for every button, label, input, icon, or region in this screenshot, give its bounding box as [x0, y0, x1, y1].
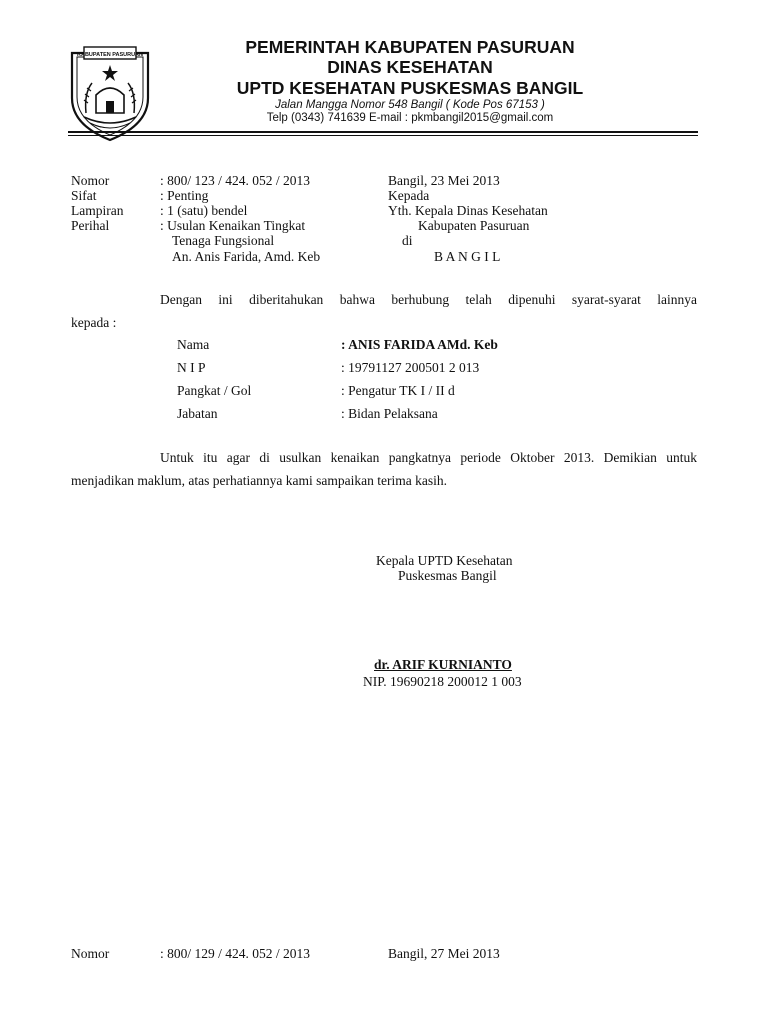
letterhead-contact: Telp (0343) 741639 E-mail : pkmbangil2015@gmail.com [266, 112, 554, 124]
perihal-label: Perihal [71, 218, 110, 233]
letterhead-address: Jalan Mangga Nomor 548 Bangil ( Kode Pos 67153 ) [275, 99, 545, 111]
signatory-nip: NIP. 19690218 200012 1 003 [363, 674, 522, 689]
detail-pangkat-label: Pangkat / Gol [177, 383, 252, 398]
letterhead-institution: UPTD KESEHATAN PUSKESMAS BANGIL [236, 78, 584, 98]
letterhead-government: PEMERINTAH KABUPATEN PASURUAN [245, 37, 575, 57]
letterhead-department: DINAS KESEHATAN [327, 57, 493, 77]
lampiran-value: : 1 (satu) bendel [160, 203, 248, 218]
body-paragraph-2: Untuk itu agar di usulkan kenaikan pangkatnya periode Oktober 2013. Demikian untuk [160, 450, 697, 465]
signature-title: Kepala UPTD Kesehatan [376, 553, 513, 568]
recipient-regency: Kabupaten Pasuruan [418, 218, 530, 233]
next-nomor-label: Nomor [71, 946, 110, 961]
detail-pangkat-value: : Pengatur TK I / II d [341, 383, 455, 398]
recipient-di: di [402, 233, 413, 248]
logo-lettering: KABUPATEN PASURUAN [77, 52, 143, 58]
recipient-title: Yth. Kepala Dinas Kesehatan [388, 203, 548, 218]
recipient-kepada: Kepada [388, 188, 430, 203]
letterhead-rule-thick [68, 131, 698, 133]
perihal-value: : Usulan Kenaikan Tingkat [160, 218, 306, 233]
detail-nama-value: : ANIS FARIDA AMd. Keb [341, 337, 498, 352]
sifat-value: : Penting [160, 188, 209, 203]
body-paragraph-2-cont: menjadikan maklum, atas perhatiannya kami sampaikan terima kasih. [71, 473, 448, 488]
nomor-value: : 800/ 123 / 424. 052 / 2013 [160, 173, 311, 188]
perihal-value-line3: An. Anis Farida, Amd. Keb [172, 249, 321, 264]
detail-nip-label: N I P [177, 360, 206, 375]
letter-date: Bangil, 23 Mei 2013 [388, 173, 500, 188]
sifat-label: Sifat [71, 188, 97, 203]
regency-emblem-logo [66, 43, 154, 143]
next-letter-date: Bangil, 27 Mei 2013 [388, 946, 500, 961]
recipient-city: B A N G I L [434, 249, 501, 264]
next-nomor-value: : 800/ 129 / 424. 052 / 2013 [160, 946, 311, 961]
detail-jabatan-value: : Bidan Pelaksana [341, 406, 438, 421]
letterhead-rule-thin [68, 135, 698, 136]
body-paragraph-1-cont: kepada : [71, 315, 117, 330]
perihal-value-line2: Tenaga Fungsional [172, 233, 275, 248]
lampiran-label: Lampiran [71, 203, 124, 218]
detail-nama-label: Nama [177, 337, 210, 352]
detail-jabatan-label: Jabatan [177, 406, 218, 421]
signature-office: Puskesmas Bangil [398, 568, 497, 583]
body-paragraph-1: Dengan ini diberitahukan bahwa berhubung telah dipenuhi syarat-syarat lainnya [160, 292, 697, 307]
signatory-name: dr. ARIF KURNIANTO [374, 657, 512, 672]
detail-nip-value: : 19791127 200501 2 013 [341, 360, 480, 375]
nomor-label: Nomor [71, 173, 110, 188]
